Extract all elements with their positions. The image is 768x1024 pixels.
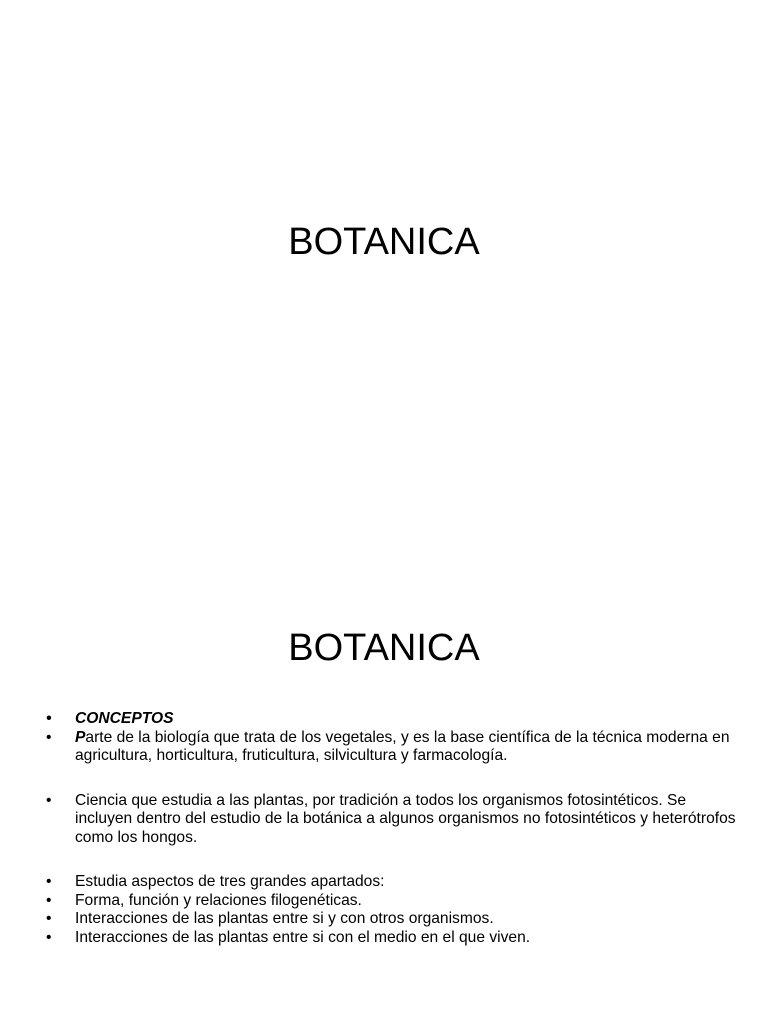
bullet-item-conceptos — [46, 710, 736, 729]
bullet-text: Estudia aspectos de tres grandes apartados: — [75, 873, 385, 890]
bullet-text: Ciencia que estudia a las plantas, por tradición a todos los organismos fotosintéticos. Se incluyen dentro del estudio de la botánica a algunos organismos no fotosintéticos y heterótrofos como los hongos. — [75, 791, 736, 846]
bullet-text: Forma, función y relaciones filogenéticas. — [75, 891, 362, 909]
content-slide — [0, 512, 768, 1024]
bullet-text: arte de la biología que trata de los vegetales, y es la base científica de la técnica moderna en agricultura, horticultura, fruticultura, silvicultura y farmacología. — [75, 728, 730, 764]
bullet-text: Interacciones de las plantas entre si con el medio en el que viven. — [75, 928, 531, 946]
bullet-item-interactions-environment — [46, 929, 736, 948]
bullet-item-definition — [46, 729, 736, 766]
bullet-item-form — [46, 892, 736, 911]
bullet-list — [46, 710, 736, 947]
bullet-item-interactions-organisms — [46, 910, 736, 929]
slide-title: BOTANICA — [288, 221, 480, 263]
bullet-item-aspects — [46, 873, 736, 892]
bullet-lead-letter: P — [75, 728, 86, 746]
bullet-text: CONCEPTOS — [75, 710, 174, 727]
bullet-text: Interacciones de las plantas entre si y con otros organismos. — [75, 910, 494, 927]
bullet-item-science — [46, 792, 736, 848]
slide-title: BOTANICA — [288, 627, 480, 669]
